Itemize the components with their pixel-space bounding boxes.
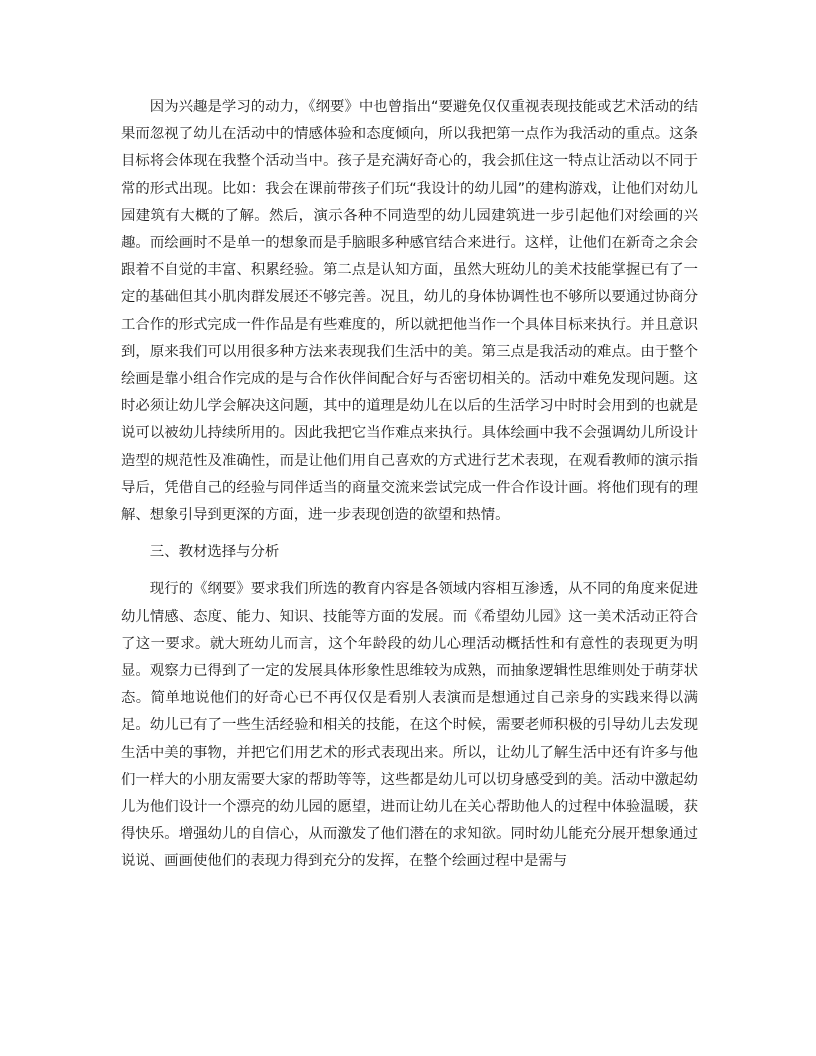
document-body: [121, 94, 698, 876]
section-heading: 三、教材选择与分析: [149, 544, 280, 561]
paragraph-material-analysis: 现行的《纲要》要求我们所选的教育内容是各领域内容相互渗透，从不同的角度来促进幼儿情感、态度、能力、知识、技能等方面的发展。而《希望幼儿园》这一美术活动正符合了这一要求。就大班幼儿而言，这个年龄段的幼儿心理活动概括性和有意性的表现更为明显。观察力已得到了一定的发展具体形象性思维较为成熟，而抽象逻辑性思维则处于萌芽状态。简单地说他们的好奇心已不再仅仅是看别人表演而是想通过自己亲身的实践来得以满足。幼儿已有了一些生活经验和相关的技能，在这个时候，需要老师积极的引导幼儿去发现生活中美的事物，并把它们用艺术的形式表现出来。所以，让幼儿了解生活中还有许多与他们一样大的小朋友需要大家的帮助等等，这些都是幼儿可以切身感受到的美。活动中激起幼儿为他们设计一个漂亮的幼儿园的愿望，进而让幼儿在关心帮助他人的过程中体验温暖，获得快乐。增强幼儿的自信心，从而激发了他们潜在的求知欲。同时幼儿能充分展开想象通过说说、画画使他们的表现力得到充分的发挥，在整个绘画过程中是需与: [121, 581, 698, 870]
paragraph-goals-explanation: 因为兴趣是学习的动力，《纲要》中也曾指出“要避免仅仅重视表现技能或艺术活动的结果而忽视了幼儿在活动中的情感体验和态度倾向，所以我把第一点作为我活动的重点。这条目标将会体现在我整个活动当中。孩子是充满好奇心的，我会抓住这一特点让活动以不同于常的形式出现。比如：我会在课前带孩子们玩“我设计的幼儿园”的建构游戏，让他们对幼儿园建筑有大概的了解。然后，演示各种不同造型的幼儿园建筑进一步引起他们对绘画的兴趣。而绘画时不是单一的想象而是手脑眼多种感官结合来进行。这样，让他们在新奇之余会跟着不自觉的丰富、积累经验。第二点是认知方面，虽然大班幼儿的美术技能掌握已有了一定的基础但其小肌肉群发展还不够完善。况且，幼儿的身体协调性也不够所以要通过协商分工合作的形式完成一件作品是有些难度的，所以就把他当作一个具体目标来执行。并且意识到，原来我们可以用很多种方法来表现我们生活中的美。第三点是我活动的难点。由于整个绘画是靠小组合作完成的是与合作伙伴间配合好与否密切相关的。活动中难免发现问题。这时必须让幼儿学会解决这问题，其中的道理是幼儿在以后的生活学习中时时会用到的也就是说可以被幼儿持续所用的。因此我把它当作难点来执行。具体绘画中我不会强调幼儿所设计造型的规范性及准确性，而是让他们用自己喜欢的方式进行艺术表现，在观看教师的演示指导后，凭借自己的经验与同伴适当的商量交流来尝试完成一件合作设计画。将他们现有的理解、想象引导到更深的方面，进一步表现创造的欲望和热情。: [121, 99, 698, 524]
